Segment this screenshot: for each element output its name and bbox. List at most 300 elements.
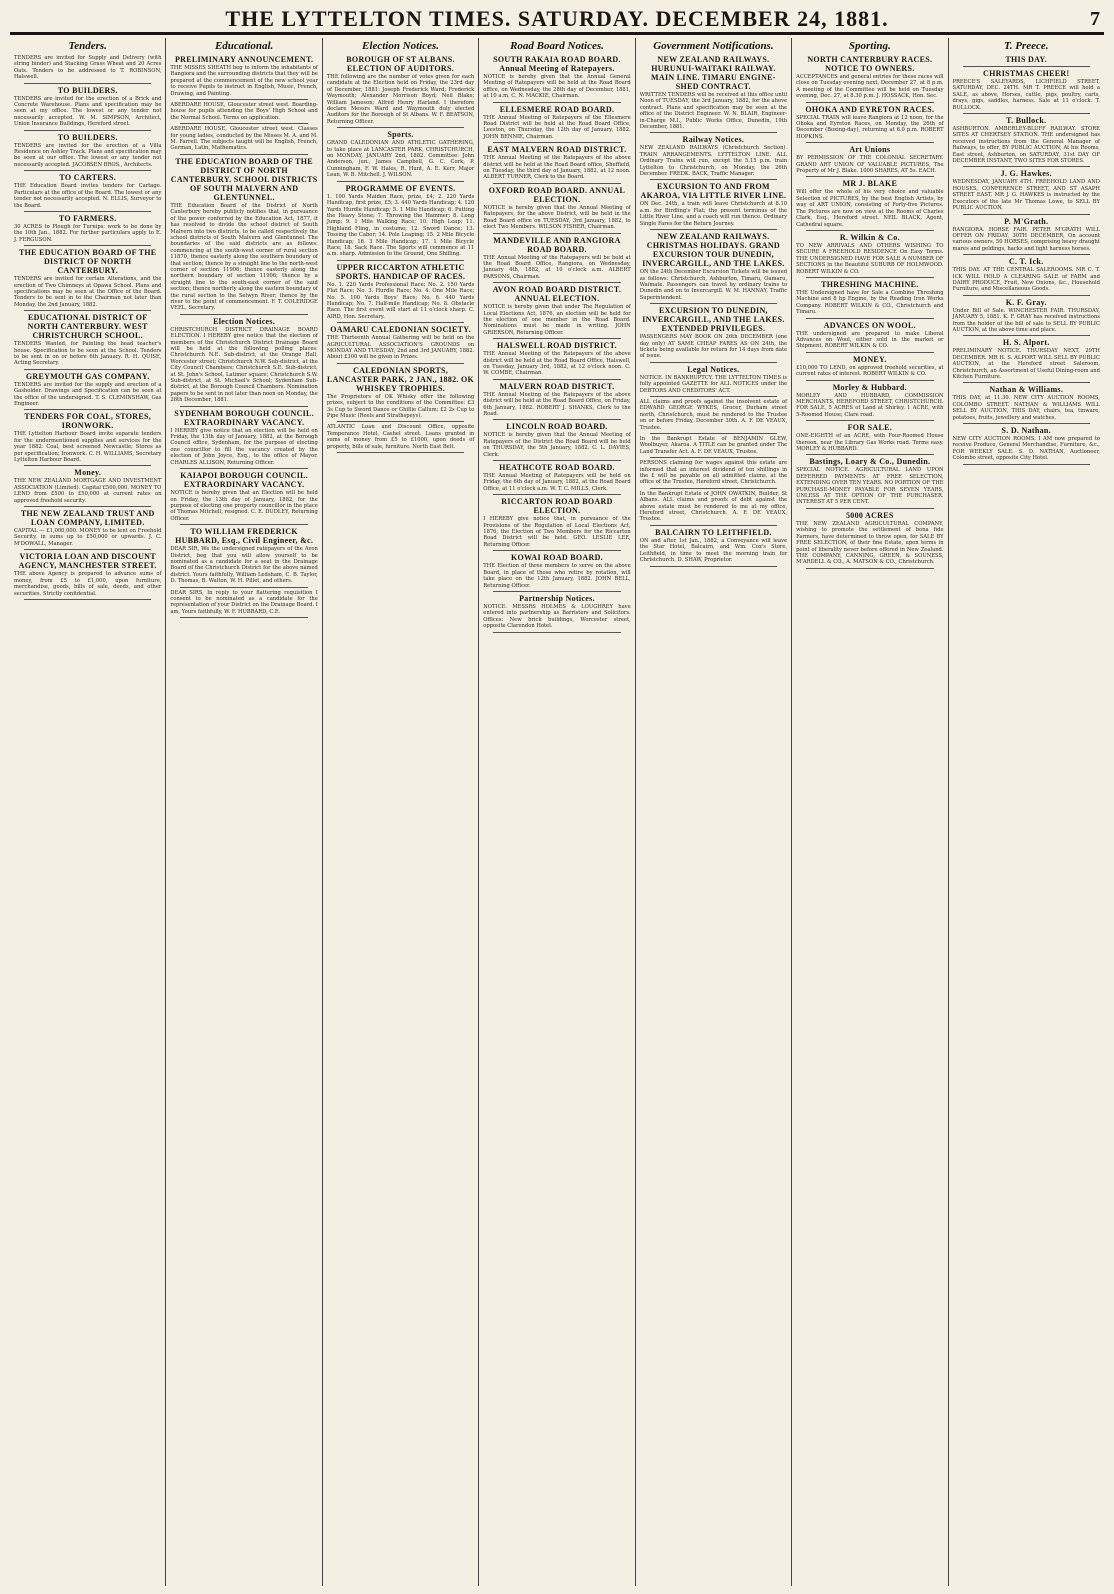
advert-heading: Sports.: [387, 130, 414, 140]
advert-body: THE Education Board invites tenders for Cartage. Particulars at the office of the Board. The lowest or any tender not necessarily accepted. N. ELLIS, Surveyor to the Board.: [14, 183, 162, 209]
advert-divider: [493, 632, 620, 633]
advertisement: [640, 436, 787, 458]
advertisement: [170, 317, 317, 407]
advert-heading: NEW ZEALAND RAILWAYS. CHRISTMAS HOLIDAYS. GRAND EXCURSION TOUR DUNEDIN, INVERCARGILL, AND THE LAKES.: [642, 232, 785, 269]
advert-divider: [806, 568, 933, 569]
advert-heading: TO FARMERS.: [58, 213, 117, 223]
advert-body: PRELIMINARY NOTICE. THURSDAY NEXT, 29TH DECEMBER. MR H. S. ALPORT WILL SELL BY PUBLIC AUCTION, at the Hereford street Saleroom, Christchurch, an Assortment of Useful Dining-room and Kitchen Furniture.: [952, 348, 1100, 380]
advert-heading: MONEY.: [852, 354, 887, 364]
advert-heading: CALEDONIAN SPORTS, LANCASTER PARK, 2 JAN., 1882. OK WHISKEY TROPHIES.: [327, 365, 475, 393]
advert-body: SPECIAL NOTICE. AGRICULTURAL LAND UPON DEFERRED PAYMENTS AT FREE SELECTION, EXTENDING OVER TEN YEARS. NO PORTION OF THE PURCHASE-MONEY PAYABLE FOR SEVEN YEARS, UNLESS AT THE OPTION OF THE PURCHASER. INTEREST AT 5 PER CENT.: [796, 467, 944, 506]
advert-heading: EDUCATIONAL DISTRICT OF NORTH CANTERBURY. WEST CHRISTCHURCH SCHOOL.: [27, 313, 148, 341]
advertisement: [796, 233, 943, 278]
advert-heading: OXFORD ROAD BOARD. ANNUAL ELECTION.: [488, 185, 626, 204]
advert-divider: [24, 170, 151, 171]
advert-body: THE above Agency is prepared to advance sums of money, from £5 to £1,000, upon furniture, merchandise, goods, bills of sale, deeds, and other securities. Strictly confidential.: [14, 571, 162, 597]
advert-heading: TENDERS FOR COAL, STORES, IRONWORK.: [24, 412, 152, 431]
advert-body: In the Bankrupt Estate of BENJAMIN GLEW, Woolbuyer, Akaroa. A TITLE can be granted under The Land Transfer Act. A. F. DE VEAUX, Trustee.: [639, 436, 788, 455]
column-1: [10, 38, 165, 1586]
advert-divider: [180, 314, 307, 315]
advert-heading: MANDEVILLE AND RANGIORA ROAD BOARD.: [493, 235, 621, 254]
advert-body: THE Annual Meeting of the Ratepayers of the above district will be held at the Road Board office, Sheffield, on Tuesday, the third day of January, 1882, at 12 noon. ALBERT TURNER, Clerk to the Board.: [483, 155, 631, 181]
advert-heading: BOROUGH OF ST ALBANS. ELECTION OF AUDITORS.: [346, 55, 455, 73]
advertisement: [483, 463, 630, 495]
advert-body: WRITTEN TENDERS will be received at this office until Noon of TUESDAY, the 3rd January, 1882, for the above contract. Plans and specification may be seen at the office of the District Engineer. W. N. BLAIR, Engineer-in-Charge M.I., Public Works Office, Dunedin, 19th December, 1881.: [639, 92, 788, 131]
advert-body: THE Annual Meeting of the Ratepayers of the above district will be held at the Road Board Office, on Friday, 6th January, 1882. ROBERT J. SHANKS, Clerk to the Road.: [483, 391, 631, 417]
advert-divider: [24, 245, 151, 246]
advert-heading: Railway Notices.: [682, 135, 745, 145]
advert-body: I HEREBY give notice that, in pursuance of the Provisions of the Regulation of Local Elections Act, 1876, the Election of Two Members for the Riccarton Road District will be held. GEO. LESLIE LEE, Returning Officer.: [483, 516, 631, 548]
advert-body: The Proprietors of OK Whisky offer the following prizes, subject to the conditions of the Committee: £3 3s Cup to Sword Dance or Ghillie Callum; £2 2s Cup to Pipe Music (Reels and Strathspeys).: [326, 393, 475, 420]
advert-divider: [24, 369, 151, 370]
advert-body: ABERDARE HOUSE, Gloucester street west. Classes for young ladies, conducted by the Misses M. A. and M. M. Farrell. The subjects taught will be English, French, German, Latin, Mathematics.: [170, 126, 318, 152]
advert-divider: [493, 282, 620, 283]
newspaper-title: THE LYTTELTON TIMES. SATURDAY. DECEMBER 24, 1881.: [225, 6, 889, 31]
advertisement: [170, 157, 317, 315]
advert-divider: [493, 419, 620, 420]
advert-heading: OHOKA AND EYRETON RACES.: [805, 104, 935, 114]
advert-body: TENDERS are invited for the erection of a Villa Residence on Ashley Track. Plans and specification may be seen at our office. The lowest or any tender not necessarily accepted. JACOBSEN BROS., Architects.: [14, 142, 162, 168]
advert-divider: [24, 211, 151, 212]
advertisement: [640, 135, 787, 180]
advert-body: ALL claims and proofs against the insolvent estate of EDWARD GEORGE WYKES, Grocer, Durham street north, Christchurch, must be rendered to the Trustee on or before Friday, December 30th. A. F. DE VEAUX, Trustee.: [639, 398, 788, 431]
advert-body: THE Annual Meeting of Ratepayers will be held on Friday, the 6th day of January, 1882, at the Road Board Office, at 11 o'clock a.m. W. T. C. MILLS, Clerk.: [483, 473, 631, 492]
advert-heading: 5000 ACRES: [845, 510, 894, 520]
advert-body: ON the 24th December Excursion Tickets will be issued as follows: Christchurch, Ashburton, Timaru, Oamaru, Waimate. Passengers can travel by ordinary trains to Dunedin and on to Invercargill. W. M. HANNAY, Traffic Superintendent.: [639, 269, 788, 301]
advert-body: TENDERS are invited for certain Alterations, and the erection of Two Chimneys at Opawa School. Plans and specifications may be seen at the Office of the Board. Tenders to be sent in to the Chairman not later than Monday, the 2nd January, 1882.: [14, 276, 162, 308]
advert-divider: [963, 254, 1090, 255]
advertisement: [14, 552, 161, 600]
advertisement: [170, 471, 317, 525]
advert-divider: [493, 233, 620, 234]
advertisement: [796, 355, 943, 381]
advert-heading: EXCURSION TO AND FROM AKAROA, VIA LITTLE RIVER LINE.: [640, 182, 787, 201]
advert-body: THE NEW ZEALAND MORTGAGE AND INVESTMENT ASSOCIATION (Limited). Capital £500,000. MONEY TO LEND from £500 to £50,000 at current rates on approved freehold security.: [14, 478, 162, 504]
advert-heading: H. S. Alport.: [1002, 338, 1050, 348]
advertisement: [14, 133, 161, 172]
advertisement: [14, 173, 161, 212]
advert-divider: [24, 130, 151, 131]
advert-body: NOTICE is hereby given that the Annual General Meeting of Ratepayers will be held at the Road Board office, on Wednesday, the 28th day of December, 1881, at 10 a.m. C. N. MACKIE, Chairman.: [483, 74, 631, 100]
advert-divider: [493, 550, 620, 551]
advertisement: [483, 285, 630, 339]
advertisement: [953, 69, 1100, 114]
advert-heading: Bastings, Loary & Co., Dunedin.: [809, 457, 931, 467]
advert-divider: [493, 183, 620, 184]
advertisement: [170, 527, 317, 587]
advert-body: NOTICE. IN BANKRUPTCY. THE LYTTELTON TIMES is fully appointed GAZETTE for ALL NOTICES under the DEBTORS AND CREDITORS' ACT.: [639, 374, 788, 394]
advertisement: [14, 509, 161, 550]
advertisement: [14, 313, 161, 370]
page-number: 7: [1090, 8, 1100, 30]
advert-heading: KOWAI ROAD BOARD.: [510, 553, 603, 563]
advert-body: THE Annual Meeting of Ratepayers of the Ellesmere Road District will be held at the Road Board Office, Leeston, on Thursday, the 12th day of January, 1882. JOHN BENNIE, Chairman.: [483, 114, 631, 140]
advert-body: NOTICE is hereby given that an Election will be held on Friday, the 13th day of January, 1882, for the purpose of electing one property councillor in the place of Thomas Mitchell, resigned. C. E. DUDLEY, Returning Officer.: [170, 490, 318, 522]
advert-divider: [24, 599, 151, 600]
advert-body: Will offer the whole of his very choice and valuable Selection of PICTURES, by the best English Artists, by way of ART UNION, consisting of Forty-five Pictures. The Pictures are now on view at the Rooms of Charles Clark, Esq., Hereford street. NEIL BLACK, Agent, Cathedral square.: [796, 189, 944, 228]
advertisement: [640, 491, 787, 526]
advert-divider: [493, 460, 620, 461]
advert-divider: [493, 102, 620, 103]
advert-heading: P. M'Grath.: [1004, 216, 1049, 226]
advert-body: THE Thirteenth Annual Gathering will be held on the AGRICULTURAL ASSOCIATION'S GROUNDS on MONDAY AND TUESDAY, 2nd and 3rd JANUARY, 1882. About £300 will be given in Prizes.: [326, 335, 475, 361]
advert-body: TENDERS Wanted, for Painting the head teacher's house. Specification to be seen at the School. Tenders to be sent in on or before 6th January. R. H. QUISE, Acting Secretary.: [14, 341, 162, 367]
advert-divider: [806, 420, 933, 421]
column-6: [791, 38, 947, 1586]
advert-divider: [24, 506, 151, 507]
advertisement: [170, 55, 317, 100]
advert-divider: [24, 409, 151, 410]
advert-divider: [806, 318, 933, 319]
advertisement: [953, 385, 1100, 424]
advertisement: [483, 553, 630, 592]
advert-divider: [806, 380, 933, 381]
advert-heading: THE EDUCATION BOARD OF THE DISTRICT OF NORTH CANTERBURY.: [18, 248, 157, 276]
advert-heading: TO WILLIAM FREDERICK HUBBARD, Esq., Civil Engineer, &c.: [175, 527, 314, 546]
advertisement: [640, 306, 787, 363]
advertisement: [170, 590, 317, 619]
advert-divider: [24, 310, 151, 311]
advert-divider: [806, 176, 933, 177]
masthead-rule: [10, 34, 1104, 35]
advertisement: [14, 55, 161, 84]
column-4: [478, 38, 634, 1586]
advert-divider: [493, 142, 620, 143]
advert-body: £10,000 TO LEND, on approved freehold securities, at current rates of interest. ROBERT WILKIN & CO.: [796, 364, 944, 378]
advert-divider: [180, 524, 307, 525]
column-heading: Tenders.: [68, 40, 107, 52]
advert-body: NEW CITY AUCTION ROOMS. I AM now prepared to receive Produce, General Merchandise, Furniture, &c., FOR WEEKLY SALE. S. D. NATHAN, Auctioneer, Colombo street, opposite City Hotel.: [952, 436, 1100, 462]
advert-heading: ADVANCES ON WOOL.: [823, 320, 916, 330]
advert-body: THE Annual Meeting of the Ratepayers will be held at the Road Board Office, Rangiora, on Wednesday, January 4th, 1882, at 10 o'clock a.m. ALBERT PARSONS, Chairman.: [483, 254, 631, 280]
advert-body: THE MISSES SHEATH beg to inform the inhabitants of Rangiora and the surrounding districts that they will be prepared at the commencement of the new school year to receive Pupils to instruct in English, Music, French, Drawing, and Painting.: [170, 65, 318, 97]
advert-divider: [963, 335, 1090, 336]
advert-divider: [806, 277, 933, 278]
advert-divider: [650, 433, 777, 434]
advertisement: [796, 280, 943, 319]
advertisement: [640, 55, 787, 133]
advert-body: NOTICE. MESSRS HOLMES & LOUGHREY have entered into partnership as Barristers and Solicitors. Offices: New brick buildings, Worcester street, opposite Clarendon Hotel.: [483, 603, 631, 630]
advert-divider: [337, 452, 464, 453]
advert-body: NOTICE is hereby given that the Annual Meeting of Ratepayers of the District the Road Board will be held on THURSDAY, the 5th January, 1882. C. L. DAVIES, Clerk.: [483, 432, 631, 458]
advert-heading: EXCURSION TO DUNEDIN, INVERCARGILL, AND THE LAKES. EXTENDED PRIVILEGES.: [642, 306, 785, 334]
advert-divider: [493, 338, 620, 339]
advertisement: [483, 382, 630, 421]
advertisement: [14, 412, 161, 466]
advert-body: THE following are the number of votes given for each candidate at the Election held on Friday, the 23rd day of December, 1881: Joseph Frederick Ward; Frederick Waymouth; Alexander Morrison Boyd; Neil Blake; William Jameson; Alfred Henry Harland. I therefore declare Messrs Ward and Waymouth duly elected Auditors for the Borough of St Albans. W. F. BEATSON, Returning Officer.: [326, 74, 475, 125]
advertisement: [14, 248, 161, 311]
advert-heading: VICTORIA LOAN AND DISCOUNT AGENCY, MANCHESTER STREET.: [18, 552, 157, 571]
advertisement: [953, 338, 1100, 383]
advertisement: [14, 214, 161, 246]
advert-divider: [337, 421, 464, 422]
advert-heading: AVON ROAD BOARD DISTRICT. ANNUAL ELECTION.: [492, 285, 622, 304]
advert-body: THE undersigned are prepared to make Liberal Advances on Wool, either sold in the market or Shipment. ROBERT WILKIN & CO.: [796, 330, 944, 350]
advert-divider: [180, 99, 307, 100]
advertisement: [483, 145, 630, 184]
advert-divider: [493, 379, 620, 380]
advert-body: DEAR SIRS, In reply to your flattering requisition I consent to be nominated as a candidate for the representation of your District on the Drainage Board. I am, Yours faithfully, W. F. HUBBARD, C.E.: [170, 589, 318, 615]
advert-heading: Partnership Notices.: [519, 593, 595, 603]
advert-divider: [650, 396, 777, 397]
advert-divider: [493, 494, 620, 495]
advert-body: NOTICE is hereby given that the Annual Meeting of Ratepayers, for the above District, will be held in the Road Board office on TUESDAY, 3rd January, 1882, to elect Two Members. WILSON FISHER, Chairman.: [483, 204, 631, 231]
advert-divider: [650, 566, 777, 567]
advertisement: [14, 372, 161, 411]
advert-body: PERSONS claiming for wages against this estate are informed that an interest dividend of ten shillings in the £ will be payable on all admitted claims, at the office of the Trustee, Hereford street, Christchurch.: [639, 460, 788, 486]
advert-body: TENDERS are invited for the supply and erection of a Gasholder. Drawings and Specification can be seen at the office of the undersigned. T. S. CLEMINSHAW, Gas Engineer.: [14, 381, 162, 407]
advertisement: [170, 102, 317, 124]
advert-heading: Money.: [74, 468, 102, 478]
advert-heading: MALVERN ROAD DISTRICT.: [499, 381, 615, 391]
advertisement: [796, 457, 943, 508]
advert-body: NEW ZEALAND RAILWAYS (Christchurch Section). TRAIN ARRANGEMENTS. LYTTELTON LINE. ALL Ordinary Trains will run, except the 5.15 p.m. train Lyttelton to Christchurch, on Monday, the 26th December. FREDK. BACK, Traffic Manager.: [639, 145, 788, 178]
advertisement: [483, 422, 630, 461]
advert-divider: [963, 166, 1090, 167]
advert-heading: TO BUILDERS.: [57, 132, 118, 142]
advert-heading: Art Unions: [849, 145, 891, 155]
advertisement: [796, 383, 943, 422]
advert-heading: OAMARU CALEDONIAN SOCIETY.: [330, 325, 471, 335]
advert-heading: SOUTH RAKAIA ROAD BOARD. Annual Meeting of Ratepayers.: [493, 55, 621, 73]
advert-body: GRAND CALEDONIAN AND ATHLETIC GATHERING, to take place at LANCASTER PARK, CHRISTCHURCH, on MONDAY, JANUARY 2nd, 1882. Committee: John Anderson, jun., James Campbell, G. C. Cork, P. Cunningham, F. W. Hales, R. Hunt, A. E. Kerr, Major Lean, W. B. Mitchell. J. WILSON.: [326, 140, 475, 179]
advert-divider: [650, 457, 777, 458]
column-heading: T. Preece.: [1003, 40, 1049, 52]
advert-body: 1. 100 Yards Maiden Race, prize, £4; 2. 220 Yards Handicap, first prize, £5; 3. 440 Yards Handicap; 4. 120 Yards Hurdle Handicap; 5. 1 Mile Handicap; 6. Putting the Heavy Stone; 7. Throwing the Hammer; 8. Long Jump; 9. 1 Mile Walking Race; 10. High Leap; 11. Highland Fling, in costume; 12. Sword Dance; 13. Tossing the Caber; 14. Pole Leaping; 15. 2 Mile Bicycle Handicap; 16. 3 Mile Handicap; 17. 1 Mile Bicycle Race; 18. Sack Race. The Sports will commence at 11 a.m. sharp. Admission to the Ground, One Shilling.: [326, 193, 475, 258]
advert-body: ATLANTIC Loan and Discount Office, opposite Temperance Hotel, Cashel street. Loans granted in sums of money from £5 to £1000, upon deeds of property, bills of sale, furniture. North East Belt.: [326, 424, 475, 450]
advertisement: [640, 365, 787, 397]
advert-body: I HEREBY give notice that an election will be held on Friday, the 13th day of January, 1882, at the Borough Council office, Sydenham, for the purpose of electing one councillor to fill the vacancy created by the election of John Joyce, Esq., to the office of Mayor. CHARLES ALLISON, Returning Officer.: [170, 427, 318, 466]
advertisement: [640, 232, 787, 304]
advertisement: [327, 263, 474, 323]
advert-divider: [650, 132, 777, 133]
advert-heading: LINCOLN ROAD BOARD.: [506, 422, 608, 432]
advertisement: [327, 424, 474, 453]
advert-body: DEAR SIR, We the undersigned ratepayers of the Avon District, beg that you will allow yourself to be nominated as a candidate for a seat in the Drainage Board of the Christchurch District for the above named district. Yours faithfully, William Ledsham, C. B. Taylor, D. Thomas, B. Walton, W. H. Pillet, and others.: [170, 546, 318, 585]
advertisement: [796, 321, 943, 353]
advert-heading: TO BUILDERS.: [57, 85, 118, 95]
column-heading: Educational.: [214, 40, 274, 52]
advert-divider: [963, 214, 1090, 215]
column-heading: Government Notifications.: [653, 40, 774, 52]
advert-divider: [806, 352, 933, 353]
advert-body: RANGIORA. HORSE FAIR. PETER M'GRATH WILL OFFER ON FRIDAY, 30TH DECEMBER, On account various owners, 50 HORSES, comprising heavy draught mares and geldings, hacks and light harness horses.: [952, 226, 1100, 252]
advert-divider: [180, 468, 307, 469]
advert-divider: [963, 382, 1090, 383]
advert-heading: PROGRAMME OF EVENTS.: [345, 183, 456, 193]
advert-divider: [650, 229, 777, 230]
advertisement: [640, 528, 787, 567]
advertisement: [953, 298, 1100, 337]
advert-divider: [24, 549, 151, 550]
advert-divider: [806, 508, 933, 509]
advert-heading: UPPER RICCARTON ATHLETIC SPORTS. HANDICAP OF RACES.: [335, 262, 466, 281]
advertisement: [483, 594, 630, 633]
advert-body: In the Bankrupt Estate of JOHN OWATKIN, Builder, St Albans. ALL claims and proofs of debt against the above estate must be rendered to me at my office, Hereford street, Christchurch. A. F. DE VEAUX, Trustee.: [639, 490, 788, 523]
advert-heading: RICCARTON ROAD BOARD ELECTION.: [501, 497, 613, 516]
advert-divider: [180, 587, 307, 588]
advertisement: [953, 169, 1100, 214]
advert-divider: [806, 142, 933, 143]
advert-body: TENDERS are invited for Supply and Delivery (with string binder) and Stacking Grass Wheat and 20 Acres Oats. Tenders to be addressed to T. ROBINSON, Halswell.: [14, 55, 162, 81]
advert-divider: [650, 525, 777, 526]
advert-body: THE Lyttelton Harbour Board invite separate tenders for the undermentioned supplies and services for the year 1882: Coal, best screened Newcastle; Stores as per specification; Ironwork. C. H. WILLIAMS, Secretary Lyttelton Harbour Board.: [14, 431, 162, 464]
advert-body: BY PERMISSION OF THE COLONIAL SECRETARY. GRAND ART UNION OF VALUABLE PICTURES, The Property of Mr J. Blake. 1000 SHARES, AT 5s. EACH.: [796, 155, 944, 175]
advert-body: THE Education Board of the District of North Canterbury hereby publicly notifies that, in pursuance of the power conferred by the Education Act, 1877, it has resolved to divide the school district of South Malvern into two districts, to be called respectively the school districts of South Malvern and Glentunnel. The boundaries of the said districts are as follows: commencing at the south-west corner of rural section 11870, thence easterly along the southern boundary of that section; thence by a straight line to the north-west corner of section 11906; thence easterly along the northern boundary of section 11906; thence by a straight line to the south-east corner of the said section; thence northerly along the eastern boundary of the rural section to the Selwyn River; thence by the river to the point of commencement. F. T. COLERIDGE VEEL, Secretary.: [170, 202, 318, 312]
column-3: [322, 38, 478, 1586]
advert-body: ABERDARE HOUSE, Gloucester street west. Boarding-house for pupils attending the Boys' High School and the Normal School. Terms on application.: [170, 102, 318, 121]
advert-heading: BALCAIRN TO LEITHFIELD.: [655, 527, 772, 537]
advert-divider: [963, 113, 1090, 114]
advert-body: ON Dec. 24th, a train will leave Christchurch at 8.10 a.m. for Birdling's Flat; the present terminus of the Little River Line, and a coach will run thence. Ordinary Single Fares for the Return Journey.: [639, 201, 788, 227]
advert-body: NOTICE is hereby given that under The Regulation of Local Elections Act, 1876, an election will be held for the election of one member in the Road Board. Nominations must be made in writing. JOHN GRIERSON, Returning Officer.: [483, 304, 631, 336]
advert-body: TO NEW ARRIVALS AND OTHERS WISHING TO SECURE A FREEHOLD RESIDENCE On Easy Terms. THE UNDERSIGNED HAVE FOR SALE A NUMBER OF SECTIONS in the Beautiful SUBURB OF HOLMWOOD. ROBERT WILKIN & CO.: [796, 242, 944, 275]
advert-heading: R. Wilkin & Co.: [839, 232, 900, 242]
advertisement: [170, 409, 317, 469]
advert-divider: [963, 423, 1090, 424]
advert-heading: TO CARTERS.: [59, 173, 117, 183]
advertisement: [483, 236, 630, 284]
advert-heading: HEATHCOTE ROAD BOARD.: [499, 463, 615, 473]
advert-body: THE NEW ZEALAND AGRICULTURAL COMPANY, wishing to promote the settlement of bona fide Farmers, have determined to throw open, for SALE BY FREE SELECTION, of their fine Estate, upon terms in point of liberality never before offered in New Zealand. THE COMPANY, CANNING, GREEN, & SOUNESS, M'ARDELL & CO., A. MATSON & CO., Christchurch.: [796, 520, 944, 566]
advert-heading: K. F. Gray.: [1005, 297, 1047, 307]
advertisement: [953, 55, 1100, 67]
advertisement: [640, 182, 787, 230]
advertisement: [327, 366, 474, 423]
advert-heading: ELLESMERE ROAD BOARD.: [499, 104, 615, 114]
advert-body: ON and after 1st Jan., 1882, a Conveyance will leave the Star Hotel, Balcairn, and Wm. Cox's Store, Leithfield, in time to meet the morning train for Christchurch. D. SHAW, Proprietor.: [639, 537, 788, 564]
advert-heading: NEW ZEALAND RAILWAYS. HURUNUI-WAITAKI RAILWAY. MAIN LINE. TIMARU ENGINE-SHED CONTRACT.: [651, 55, 776, 91]
advertisement: [14, 86, 161, 131]
advert-body: THE Election of three members to serve on the above Board, in place of those who retire by rotation, will take place on the 12th January, 1882. JOHN BELL, Returning Officer.: [483, 563, 631, 589]
advert-heading: SYDENHAM BOROUGH COUNCIL. EXTRAORDINARY VACANCY.: [174, 408, 314, 427]
advert-body: ONE-EIGHTH of an ACRE, with Four-Roomed House thereon, near the Library Gas Works road. Terms easy. MORLEY & HUBBARD.: [796, 433, 944, 453]
advert-body: THIS DAY, at 11.30. NEW CITY AUCTION ROOMS, COLOMBO STREET. NATHAN & WILLIAMS WILL SELL BY AUCTION, THIS DAY, chairs, tea, tinware, potatoes, fruits, jewellery and watches.: [952, 395, 1100, 421]
advert-divider: [337, 363, 464, 364]
advertisement: [953, 257, 1100, 296]
advert-body: No. 1. 220 Yards Professional Race; No. 2. 150 Yards Flat Race; No. 3. Hurdle Race; No. 4. One Mile Race; No. 5. 100 Yards Boys' Race; No. 6. 440 Yards Handicap; No. 7. Half-mile Handicap; No. 8. Obstacle Race. The first event will start at 11 o'clock sharp. C. AIRD, Hon. Secretary.: [326, 281, 475, 320]
advertisement: [796, 105, 943, 144]
advert-heading: PRELIMINARY ANNOUNCEMENT.: [174, 55, 314, 64]
advert-heading: S. D. Nathan.: [1001, 426, 1051, 436]
advert-body: PASSENGERS MAY BOOK ON 26th DECEMBER (one day only) AT SAME CHEAP FARES AS ON 24th, the tickets being available for return for 14 days from date of issue.: [639, 334, 788, 360]
advertisement: [14, 468, 161, 507]
advert-heading: Morley & Hubbard.: [832, 382, 907, 392]
advert-body: WEDNESDAY, JANUARY 4TH. FREEHOLD LAND AND HOUSES, CONFERENCE STREET, AND ST ASAPH STREET EAST. MR J. G. HAWKES is instructed by the Executors of the late Mr Thomas Lowe, to SELL BY PUBLIC AUCTION.: [952, 179, 1100, 212]
advertisement: [796, 55, 943, 103]
advert-body: ACCEPTANCES and general entries for these races will close on Tuesday evening next, December 27, at 8 p.m. A meeting of the Committee will be held on Tuesday evening, Dec. 27, at 8.30 p.m. J. HOSSACK, Hon. Sec.: [796, 74, 944, 100]
advert-divider: [493, 591, 620, 592]
advert-body: TENDERS are invited for the erection of a Brick and Concrete Warehouse. Plans and specification may be seen at my office. The lowest or any tender not necessarily accepted. W. M. SIMPSON, Architect, Union Insurance Buildings, Hereford street.: [14, 95, 162, 128]
advert-heading: THE NEW ZEALAND TRUST AND LOAN COMPANY, LIMITED.: [20, 509, 155, 528]
advert-divider: [337, 260, 464, 261]
advertisement: [953, 426, 1100, 465]
advert-heading: Legal Notices.: [687, 364, 740, 374]
advertisement: [640, 399, 787, 434]
advert-heading: THRESHING MACHINE.: [821, 279, 919, 289]
advertisement: [483, 186, 630, 234]
advert-heading: EAST MALVERN ROAD DISTRICT.: [487, 145, 627, 155]
advert-heading: NORTH CANTERBURY RACES. NOTICE TO OWNERS.: [807, 55, 933, 73]
advertisement: [483, 55, 630, 103]
advert-heading: HALSWELL ROAD DISTRICT.: [497, 341, 617, 351]
advert-heading: GREYMOUTH GAS COMPANY.: [25, 371, 150, 381]
advert-divider: [180, 406, 307, 407]
column-heading: Road Board Notices.: [510, 40, 604, 52]
advert-heading: KAIAPOI BOROUGH COUNCIL. EXTRAORDINARY VACANCY.: [180, 471, 309, 490]
advert-divider: [650, 362, 777, 363]
advert-divider: [650, 488, 777, 489]
advert-heading: Election Notices.: [213, 316, 276, 326]
masthead: [10, 6, 1104, 34]
advert-body: CAPITAL — £1,000,000. MONEY to be lent on Freehold Security, in sums up to £50,000 or upwards. J. C. M'DOWALL, Manager.: [14, 528, 162, 547]
advert-body: Under Bill of Sale. WINCHESTER FAIR. THURSDAY, JANUARY 5, 1881. K. F. GRAY has received instructions from the holder of the bill of sale to SELL BY PUBLIC AUCTION, at the above time and place.: [952, 307, 1100, 333]
advert-divider: [650, 179, 777, 180]
advert-heading: THE EDUCATION BOARD OF THE DISTRICT OF NORTH CANTERBURY. SCHOOL DISTRICTS OF SOUTH MALVERN AND GLENTUNNEL.: [170, 156, 318, 202]
advert-body: THE Undersigned have for Sale a Combine Threshing Machine and 8 hp Engine, by the Reading Iron Works Company. ROBERT WILKIN & CO., Christchurch and Timaru.: [796, 289, 944, 316]
advert-heading: C. T. Ick.: [1008, 257, 1044, 267]
advert-divider: [963, 295, 1090, 296]
advert-divider: [806, 102, 933, 103]
advert-divider: [180, 617, 307, 618]
advertisement: [796, 423, 943, 455]
advertisement: [327, 325, 474, 364]
advertisement: [796, 511, 943, 569]
advert-heading: T. Bullock.: [1006, 116, 1047, 126]
advert-heading: CHRISTMAS CHEER!: [983, 69, 1070, 78]
advert-divider: [337, 322, 464, 323]
advert-body: MORLEY AND HUBBARD, COMMISSION MERCHANTS, HEREFORD STREET, CHRISTCHURCH. FOR SALE, 5 ACRES of Land at Shirley. 1 ACRE, with 5-Roomed House; Clare road.: [796, 392, 944, 418]
advert-divider: [337, 127, 464, 128]
advertisement: [796, 145, 943, 177]
advertisement: [327, 130, 474, 181]
advert-body: ASHBURTON. AMBERLEY-BLUFF RAILWAY. STORE SITES AT CHERTSEY STATION. THE undersigned has received instructions from the General Manager of Railways, to offer, BY PUBLIC AUCTION, At his Rooms, East street, Ashburton, on SATURDAY, 31st DAY OF DECEMBER INSTANT, TWO SITES FOR STORES.: [952, 126, 1100, 165]
advert-divider: [963, 66, 1090, 67]
advertisement: [327, 184, 474, 261]
advert-heading: MR J. BLAKE: [842, 179, 898, 189]
column-heading: Election Notices.: [362, 40, 440, 52]
advertisement: [483, 105, 630, 144]
advert-divider: [806, 454, 933, 455]
advertisement: [796, 179, 943, 230]
advert-divider: [806, 230, 933, 231]
advertisement: [483, 341, 630, 380]
advert-divider: [963, 464, 1090, 465]
advert-heading: Nathan & Williams.: [989, 385, 1064, 395]
advertisement: [953, 217, 1100, 256]
advert-heading: THIS DAY.: [1005, 55, 1048, 64]
advert-divider: [180, 123, 307, 124]
advert-divider: [337, 181, 464, 182]
column-5: [635, 38, 791, 1586]
advertisement: [327, 55, 474, 128]
advertisement: [170, 126, 317, 155]
advert-divider: [180, 154, 307, 155]
columns-area: [10, 38, 1104, 1586]
advert-divider: [24, 83, 151, 84]
advert-body: PREECE'S SALEYARDS, LICHFIELD STREET, SATURDAY, DEC. 24TH. MR T. PREECE will hold a SALE, as above, Horses, cattle, pigs, poultry, carts, drays, gigs, saddles, harness. Sale at 11 o'clock. T. BULLOCK.: [952, 79, 1100, 111]
advert-divider: [650, 303, 777, 304]
advert-heading: FOR SALE.: [847, 423, 893, 433]
advertisement: [640, 460, 787, 489]
advert-body: 30 ACRES to Plough for Turnips; work to be done by the 10th Jan., 1882. For further particulars apply to E. J. FERGUSON.: [14, 223, 162, 243]
column-7: [948, 38, 1104, 1586]
advert-body: CHRISTCHURCH DISTRICT DRAINAGE BOARD ELECTION. I HEREBY give notice that the election of members of the Christchurch District Drainage Board will be held at the following polling places: Christchurch N.E. Sub-district, at the Orange Hall, Worcester street; Christchurch N.W. Sub-district, at the City Council Chambers; Christchurch S.E. Sub-district, at St. John's School, Latimer square; Christchurch S.W. Sub-district, at St. Michael's School; Sydenham Sub-district, at the Borough Council Chambers. Nomination papers to be sent in not later than noon on Monday, the 26th December, 1881.: [170, 326, 318, 404]
advert-body: SPECIAL TRAIN will leave Rangiora at 12 noon, for the Ohoka and Eyreton Races, on Monday, the 26th of December (Boxing-day), returning at 6.0 p.m. ROBERT HOPKINS.: [796, 114, 944, 140]
advert-body: THE Annual Meeting of the Ratepayers of the above district will be held at the Road Board Office, Halswell, on Tuesday, January 3rd, 1882, at 12 o'clock noon. C. W. COMBE, Chairman.: [483, 351, 631, 377]
advert-divider: [24, 465, 151, 466]
advertisement: [483, 497, 630, 551]
